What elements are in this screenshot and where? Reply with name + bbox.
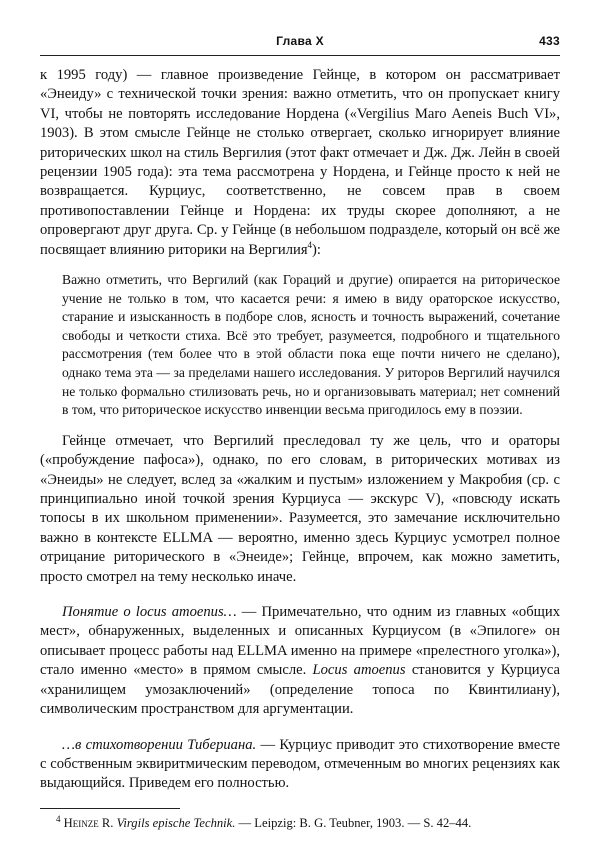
paragraph-3-text-b: становится у Курциуса «хранилищем умозаключений» (определение топоса по Квинтилиану), символическим пространством для аргументации. — [40, 662, 560, 718]
footnote-number: 4 — [56, 813, 61, 824]
footnote-author: Heinze R. — [63, 816, 114, 830]
paragraph-3 — [40, 603, 560, 719]
paragraph-3-term: Locus amoenus — [312, 662, 406, 679]
paragraph-4-lead: …в стихотворении Тибериана. — [62, 736, 257, 753]
paragraph-1 — [40, 66, 560, 260]
footnote — [56, 815, 560, 831]
paragraph-4 — [40, 736, 560, 794]
footnote-ref[interactable]: 4 — [307, 239, 313, 250]
footnote-rest: — Leipzig: B. G. Teubner, 1903. — S. 42–44. — [235, 816, 472, 830]
page-number: 433 — [539, 34, 560, 48]
paragraph-2: Гейнце отмечает, что Вергилий преследовал ту же цель, что и ораторы («пробуждение пафоса»), однако, по его словам, в риторических мотивах из «Энеиды» не следует, вслед за «жалким и пустым» изложением у Макробия (ср. с принципиально иной точкой зрения Курциуса — экскурс V), «повсюду искать топосы в их школьном применении». Разумеется, это замечание исключительно важно в контексте ELLMA — вероятно, именно здесь Курциус усмотрел полное отрицание риторического в «Энеиде»; Гейнце, впрочем, как можно заметить, просто смотрел на тему несколько иначе. — [40, 432, 560, 585]
paragraph-3-text-a: — Примечательно, что одним из главных «общих мест», обнаруженных, выделенных и описанных Курциусом (в «Эпилоге» он описывает процесс работы над ELLMA именно на примере «прелестного уголка»), стало именно «место» в прямом смысле. — [40, 604, 560, 679]
header-rule — [40, 55, 560, 56]
footnote-title: Virgils epische Technik. — [116, 816, 236, 830]
block-quote: Важно отметить, что Вергилий (как Гораций и другие) опирается на риторическое учение не только в том, что касается речи: я имею в виду ораторское искусство, старание и изысканность в подборе слов, ясность и точность выражений, сочетание свободы и четкости стиха. Всё это требует, разумеется, подробного и тщательного рассмотрения (тем более что в этой области пока еще почти ничего не сделано), однако тема эта — за пределами нашего исследования. У риторов Вергилий научился не только формально стилизовать речь, но и организовывать материал; нет сомнений в том, что риторическое искусство инвенции весьма пригодилось ему в поэзии. — [62, 272, 560, 418]
paragraph-1-tail: ): — [312, 241, 321, 258]
paragraph-1-text: к 1995 году) — главное произведение Гейнце, в котором он рассматривает «Энеиду» с технической точки зрения: важно отметить, что он пропускает книгу VI, чтобы не повторять исследование Нордена («Vergilius Maro Aeneis Buch VI», 1903). В этом смысле Гейнце не столько отвергает, сколько игнорирует влияние риторических школ на стиль Вергилия (этот факт отмечает и Дж. Дж. Лейн в своей рецензии 1905 года): эта тема рассмотрена у Нордена, и Гейнце просто к ней не возвращается. Курциус, соответственно, не совсем прав в своем противопоставлении Гейнце и Нордена: их труды скорее дополняют, а не опровергают друг друга. Ср. у Гейнце (в небольшом подразделе, который он всё же посвящает влиянию риторики на Вергилия — [40, 67, 560, 258]
running-header — [40, 34, 560, 50]
footnote-rule — [40, 808, 180, 809]
chapter-title: Глава X — [276, 34, 324, 48]
paragraph-3-lead: Понятие о locus amoenus… — [62, 604, 237, 621]
page-body — [40, 66, 560, 794]
paragraph-4-text: — Курциус приводит это стихотворение вместе с собственным эквиритмическим переводом, отмеченным во многих рецензиях как выдающийся. Приведем его полностью. — [40, 736, 560, 792]
